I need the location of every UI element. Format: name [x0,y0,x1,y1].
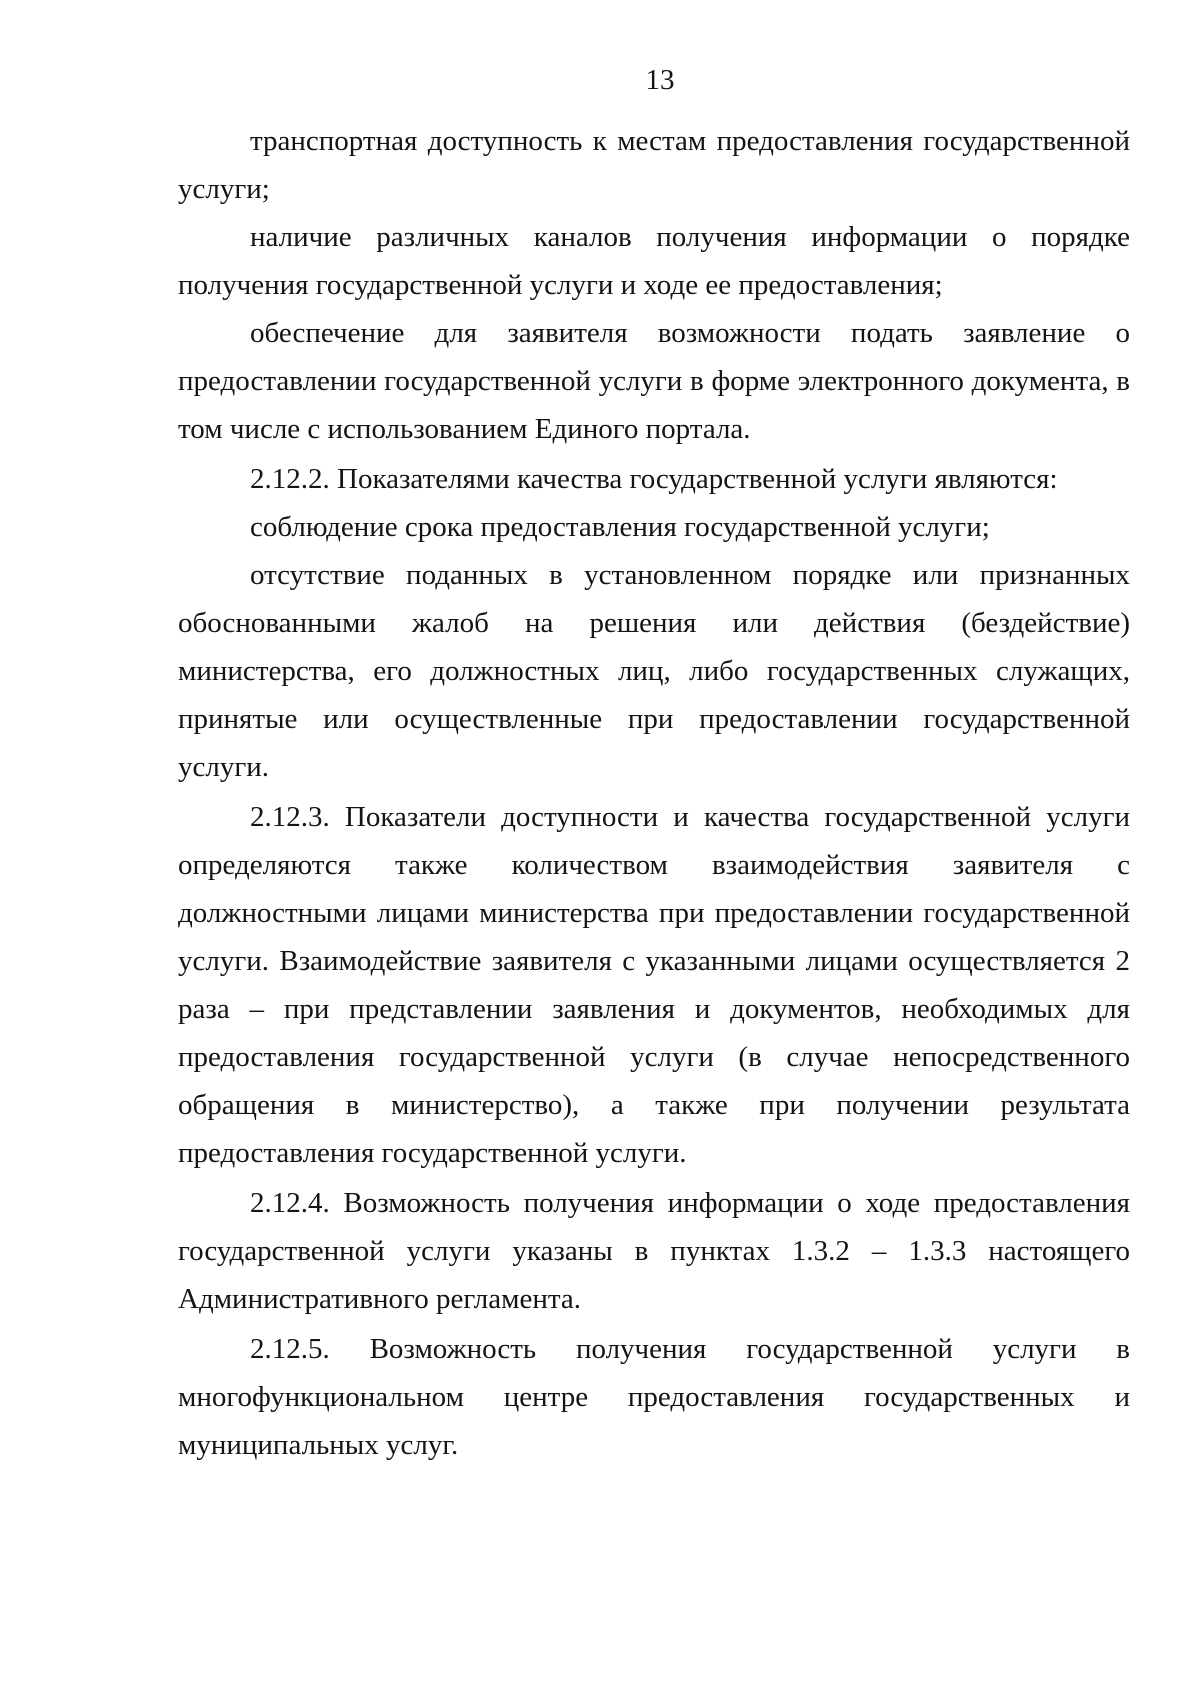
document-body [178,117,1130,1469]
paragraph-2-12-2: 2.12.2. Показателями качества государственной услуги являются: [250,463,1058,495]
paragraph-no-complaints: отсутствие поданных в установленном порядке или признанных обоснованными жалоб на решения или действия (бездействие) министерства, его должностных лиц, либо государственных служащих, принятые или осуществленные при предоставлении государственной услуги. [178,559,1130,783]
paragraph-2-12-5: 2.12.5. Возможность получения государственной услуги в многофункциональном центре предоставления государственных и муниципальных услуг. [178,1333,1130,1461]
page-number: 13 [645,64,675,96]
paragraph-deadline-compliance: соблюдение срока предоставления государственной услуги; [250,511,990,543]
paragraph-2-12-3: 2.12.3. Показатели доступности и качества государственной услуги определяются также количеством взаимодействия заявителя с должностными лицами министерства при предоставлении государственной услуги. Взаимодействие заявителя с указанными лицами осуществляется 2 раза – при представлении заявления и документов, необходимых для предоставления государственной услуги (в случае непосредственного обращения в министерство), а также при получении результата предоставления государственной услуги. [178,801,1130,1169]
paragraph-2-12-4: 2.12.4. Возможность получения информации о ходе предоставления государственной услуги указаны в пунктах 1.3.2 – 1.3.3 настоящего Административного регламента. [178,1187,1130,1315]
paragraph-information-channels: наличие различных каналов получения информации о порядке получения государственной услуги и ходе ее предоставления; [178,221,1130,301]
paragraph-transport-accessibility: транспортная доступность к местам предоставления государственной услуги; [178,125,1130,205]
paragraph-electronic-application: обеспечение для заявителя возможности подать заявление о предоставлении государственной услуги в форме электронного документа, в том числе с использованием Единого портала. [178,317,1130,445]
